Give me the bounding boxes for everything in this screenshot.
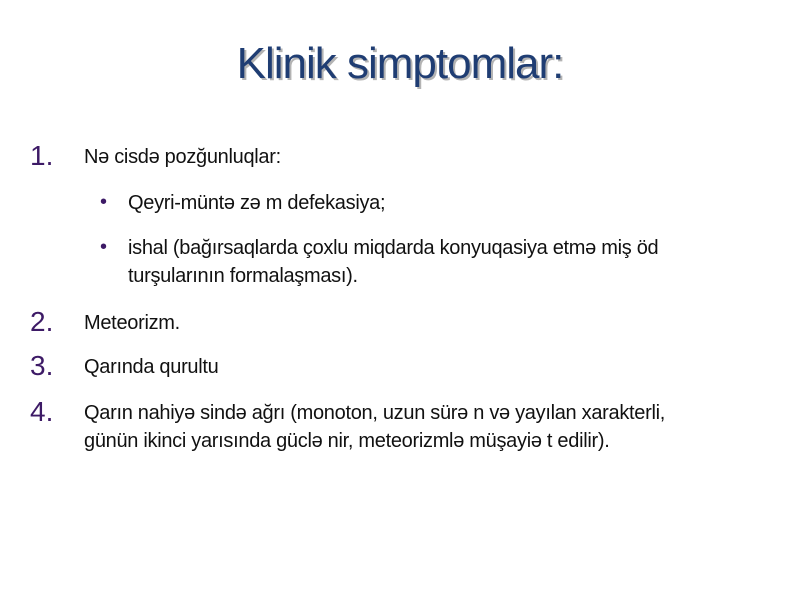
item-number-3: 3. xyxy=(30,350,54,381)
subitem-text-2-line1: ishal (bağırsaqlarda çoxlu miqdarda konyuqasiya etmə miş öd xyxy=(128,237,659,259)
bullet-icon: • xyxy=(100,191,108,213)
item-text-4-line1: Qarın nahiyə sində ağrı (monoton, uzun sürə n və yayılan xarakterli, xyxy=(84,402,666,424)
slide-title: Klinik simptomlar: xyxy=(236,39,564,88)
item-text-4-line2: günün ikinci yarısında güclə nir, meteorizmlə müşayiə t edilir). xyxy=(84,430,610,452)
item-text-2: Meteorizm. xyxy=(84,312,180,334)
subitem-text-2-line2: turşularının formalaşması). xyxy=(128,265,358,287)
item-number-4: 4. xyxy=(30,396,54,427)
item-text-3: Qarında qurultu xyxy=(84,356,219,378)
item-text-1: Nə cisdə pozğunluqlar: xyxy=(84,146,281,168)
item-number-2: 2. xyxy=(30,306,54,337)
bullet-icon: • xyxy=(100,236,108,258)
item-number-1: 1. xyxy=(30,140,54,171)
subitem-text-1: Qeyri-müntə zə m defekasiya; xyxy=(128,192,386,214)
